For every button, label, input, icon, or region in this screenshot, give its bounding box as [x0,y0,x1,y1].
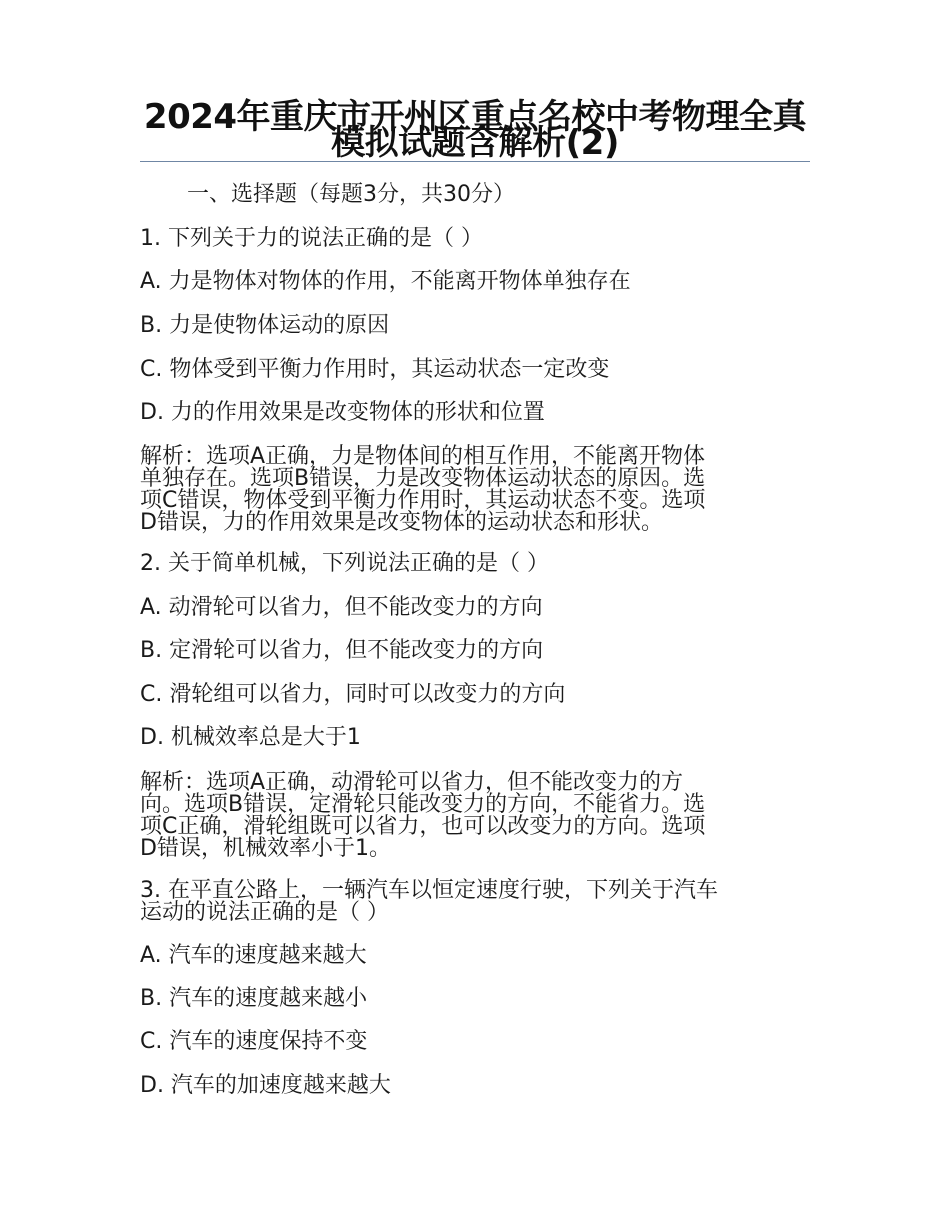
question-3-option-d: D. 汽车的加速度越来越大 [140,1073,391,1098]
question-1-option-d: D. 力的作用效果是改变物体的形状和位置 [140,400,545,425]
question-2-option-d: D. 机械效率总是大于1 [140,725,361,750]
analysis-line: D错误，机械效率小于1。 [140,836,391,861]
question-3-option-a: A. 汽车的速度越来越大 [140,943,367,968]
question-stem-line: 3. 在平直公路上，一辆汽车以恒定速度行驶，下列关于汽车 [140,878,718,903]
question-2-stem: 2. 关于简单机械，下列说法正确的是（ ） [140,551,549,576]
title-divider [140,161,810,162]
question-stem-line: 运动的说法正确的是（ ） [140,900,389,925]
question-3-option-b: B. 汽车的速度越来越小 [140,986,368,1011]
question-1-option-a: A. 力是物体对物体的作用，不能离开物体单独存在 [140,269,631,294]
question-2-option-b: B. 定滑轮可以省力，但不能改变力的方向 [140,638,544,663]
question-3-option-c: C. 汽车的速度保持不变 [140,1029,368,1054]
question-2-option-a: A. 动滑轮可以省力，但不能改变力的方向 [140,595,543,620]
analysis-line: 解析：选项A正确，动滑轮可以省力，但不能改变力的方 [140,770,684,795]
question-2-analysis [140,772,795,860]
analysis-line: 项C错误，物体受到平衡力作用时，其运动状态不变。选项 [140,488,706,513]
question-2-option-c: C. 滑轮组可以省力，同时可以改变力的方向 [140,682,566,707]
question-1-analysis [140,446,795,534]
analysis-line: 项C正确，滑轮组既可以省力，也可以改变力的方向。选项 [140,814,706,839]
question-1-option-c: C. 物体受到平衡力作用时，其运动状态一定改变 [140,357,610,382]
analysis-line: 向。选项B错误，定滑轮只能改变力的方向，不能省力。选 [140,792,706,817]
analysis-line: 解析：选项A正确，力是物体间的相互作用，不能离开物体 [140,444,706,469]
document-title: 2024年重庆市开州区重点名校中考物理全真模拟试题含解析(2) [143,97,807,163]
question-1-stem: 1. 下列关于力的说法正确的是（ ） [140,226,483,251]
section-heading: 一、选择题（每题3分，共30分） [187,182,515,207]
analysis-line: D错误，力的作用效果是改变物体的运动状态和形状。 [140,510,663,535]
question-3-stem [140,880,795,924]
analysis-line: 单独存在。选项B错误，力是改变物体运动状态的原因。选 [140,466,706,491]
question-1-option-b: B. 力是使物体运动的原因 [140,313,390,338]
